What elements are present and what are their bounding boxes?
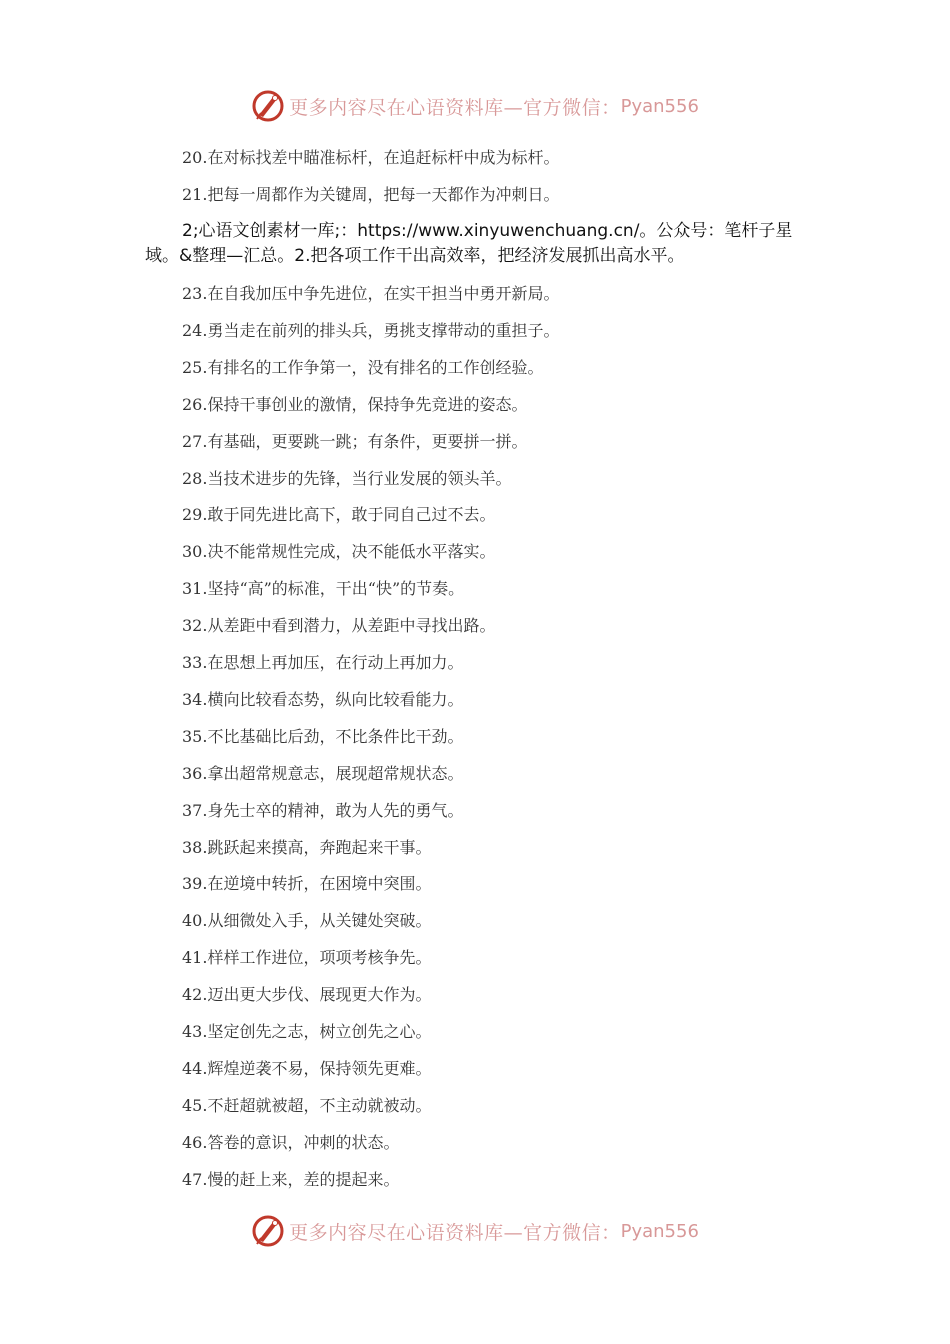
list-item: 38.跳跃起来摸高，奔跑起来干事。 [182, 837, 432, 857]
list-item: 40.从细微处入手，从关键处突破。 [182, 911, 432, 931]
paragraph-text: 2;心语文创素材一库;：https://www.xinyuwenchuang.cn/。公众号：笔杆子星域。&整理—汇总。2.把各项工作干出高效率，把经济发展抓出高水平。 [145, 221, 793, 266]
list-item: 23.在自我加压中争先进位，在实干担当中勇开新局。 [182, 284, 560, 303]
footer-banner [0, 1211, 950, 1251]
list-item: 25.有排名的工作争第一，没有排名的工作创经验。 [182, 357, 544, 377]
quill-logo-icon [251, 89, 285, 123]
list-item: 37.身先士卒的精神，敢为人先的勇气。 [182, 800, 464, 820]
list-item: 28.当技术进步的先锋，当行业发展的领头羊。 [182, 468, 512, 488]
list-item: 35.不比基础比后劲，不比条件比干劲。 [182, 726, 464, 746]
list-item: 41.样样工作进位，项项考核争先。 [182, 948, 432, 968]
list-item: 42.迈出更大步伐、展现更大作为。 [182, 985, 432, 1005]
list-item: 31.坚持“高”的标准，干出“快”的节奏。 [182, 579, 465, 599]
list-item: 43.坚定创先之志，树立创先之心。 [182, 1022, 432, 1041]
banner-handle: Pyan556 [620, 1220, 699, 1242]
list-item: 32.从差距中看到潜力，从差距中寻找出路。 [182, 616, 496, 636]
quill-logo-icon [251, 1214, 285, 1248]
list-item: 45.不赶超就被超，不主动就被动。 [182, 1095, 432, 1115]
list-item: 29.敢于同先进比高下，敢于同自己过不去。 [182, 505, 496, 525]
source-paragraph [145, 219, 805, 269]
list-item: 20.在对标找差中瞄准标杆，在追赶标杆中成为标杆。 [182, 148, 560, 167]
list-item: 36.拿出超常规意志，展现超常规状态。 [182, 763, 464, 783]
list-item: 39.在逆境中转折，在困境中突围。 [182, 874, 432, 894]
list-item: 30.决不能常规性完成，决不能低水平落实。 [182, 542, 496, 562]
list-item: 27.有基础，更要跳一跳；有条件，更要拼一拼。 [182, 431, 528, 451]
list-item: 26.保持干事创业的激情，保持争先竞进的姿态。 [182, 394, 528, 414]
banner-text: 更多内容尽在心语资料库—官方微信： [289, 96, 621, 119]
banner-text: 更多内容尽在心语资料库—官方微信： [289, 1221, 621, 1244]
list-item: 44.辉煌逆袭不易，保持领先更难。 [182, 1058, 432, 1078]
list-item: 33.在思想上再加压，在行动上再加力。 [182, 653, 464, 672]
list-item: 21.把每一周都作为关键周，把每一天都作为冲刺日。 [182, 184, 560, 204]
list-item: 47.慢的赶上来，差的提起来。 [182, 1169, 400, 1189]
header-banner [0, 86, 950, 126]
banner-handle: Pyan556 [620, 95, 699, 117]
list-item: 46.答卷的意识，冲刺的状态。 [182, 1132, 400, 1152]
list-item: 24.勇当走在前列的排头兵，勇挑支撑带动的重担子。 [182, 320, 560, 340]
list-item: 34.横向比较看态势，纵向比较看能力。 [182, 689, 464, 709]
